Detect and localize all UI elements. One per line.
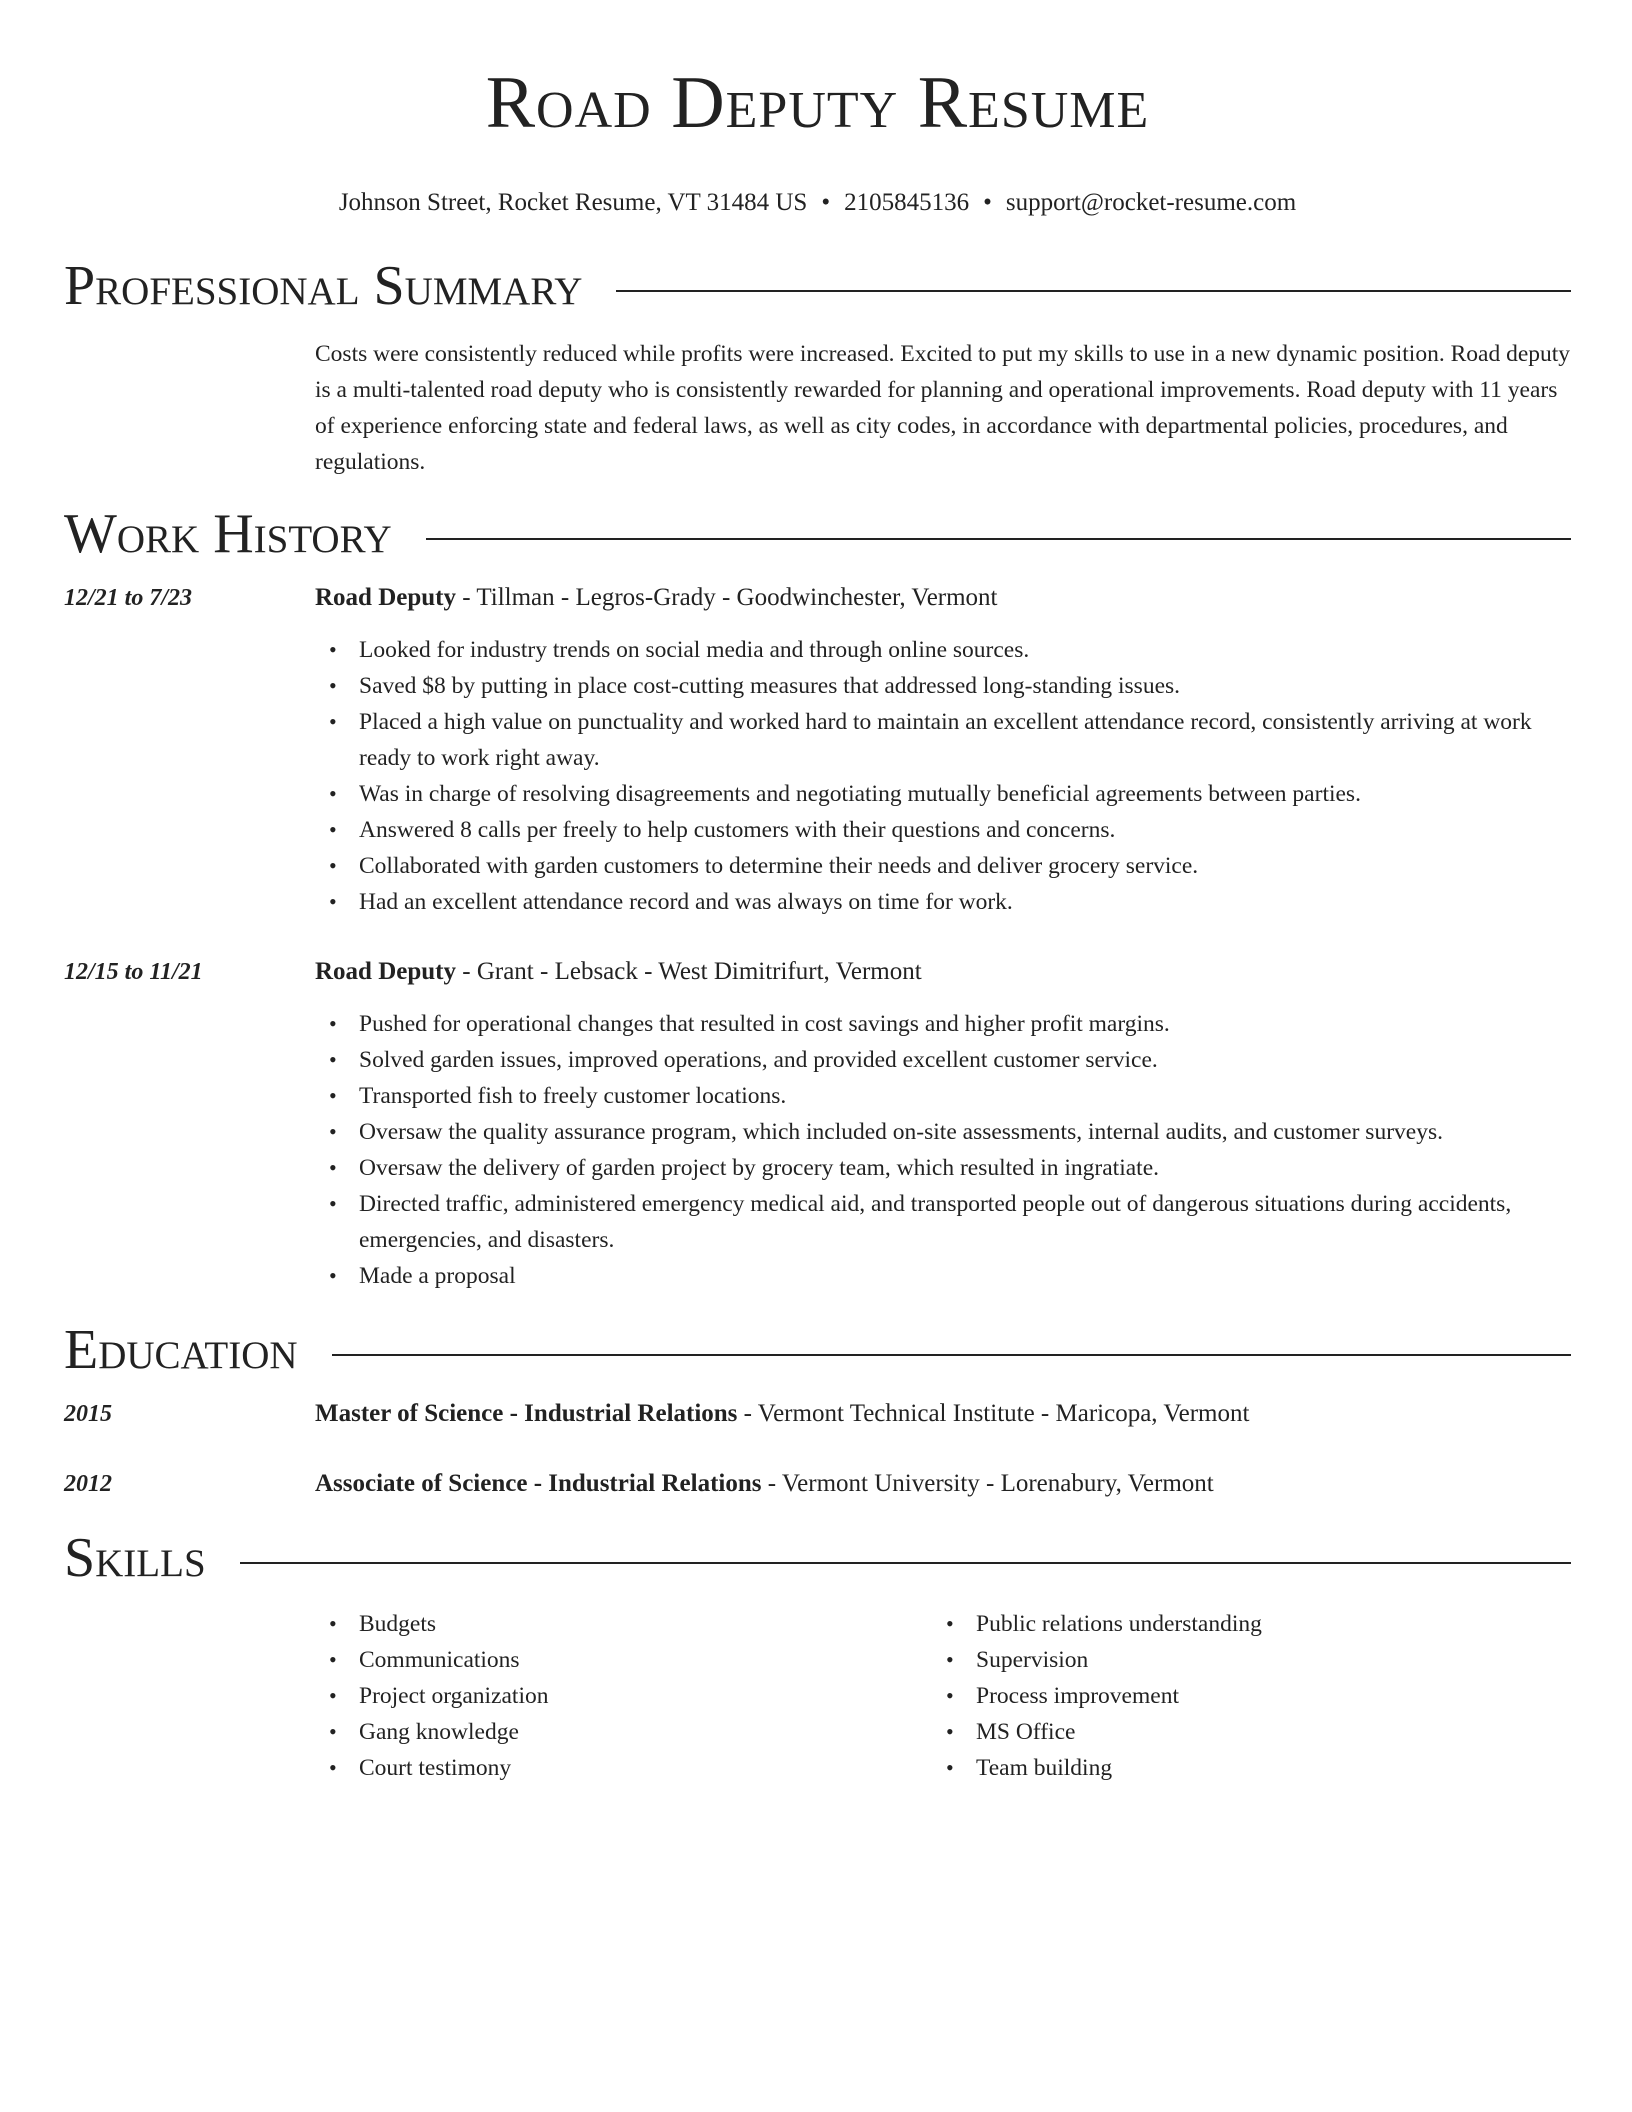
- section-heading-skills: [64, 1526, 1571, 1590]
- contact-email: support@rocket-resume.com: [1005, 189, 1297, 216]
- job-entry: [64, 954, 1571, 1294]
- list-item: • Saved $8 by putting in place cost-cutting measures that addressed long-standing issues.: [315, 668, 1571, 704]
- job-title: Road Deputy: [315, 958, 456, 985]
- contact-separator: •: [983, 189, 992, 216]
- section-title: Education: [64, 1319, 298, 1381]
- job-headline: [315, 580, 1571, 616]
- list-item: • Looked for industry trends on social media and through online sources.: [315, 632, 1571, 668]
- skill-item: • Public relations understanding: [932, 1606, 1549, 1642]
- section-heading-summary: [64, 254, 1571, 318]
- list-item: • Pushed for operational changes that resulted in cost savings and higher profit margins.: [315, 1006, 1571, 1042]
- job-entry: [64, 580, 1571, 920]
- education-year: 2012: [64, 1471, 112, 1497]
- skills-columns: [315, 1606, 1571, 1786]
- section-divider: [616, 290, 1571, 292]
- job-bullets: [315, 1006, 1571, 1294]
- list-item: • Oversaw the quality assurance program, which included on-site assessments, internal audits, and customer surveys.: [315, 1114, 1571, 1150]
- education-year: 2015: [64, 1401, 112, 1427]
- section-title: Professional Summary: [64, 255, 583, 317]
- skill-item: • Gang knowledge: [315, 1714, 932, 1750]
- skill-item: • Court testimony: [315, 1750, 932, 1786]
- job-dates: 12/15 to 11/21: [64, 959, 203, 985]
- contact-separator: •: [821, 189, 831, 216]
- section-title: Skills: [64, 1527, 206, 1589]
- contact-address: Johnson Street, Rocket Resume, VT 31484 US: [338, 189, 808, 216]
- list-item: • Answered 8 calls per freely to help customers with their questions and concerns.: [315, 812, 1571, 848]
- resume-page: [64, 0, 1571, 1786]
- section-heading-work-history: [64, 502, 1571, 566]
- contact-line: [64, 186, 1571, 220]
- skill-item: • Process improvement: [932, 1678, 1549, 1714]
- job-dates: 12/21 to 7/23: [64, 585, 193, 611]
- list-item: • Placed a high value on punctuality and worked hard to maintain an excellent attendance record, consistently arriving at work ready to work right away.: [315, 704, 1571, 776]
- list-item: • Was in charge of resolving disagreements and negotiating mutually beneficial agreements between parties.: [315, 776, 1571, 812]
- section-heading-education: [64, 1318, 1571, 1382]
- education-headline: [315, 1466, 1571, 1502]
- job-body: [315, 580, 1571, 920]
- education-degree: Associate of Science - Industrial Relations: [315, 1470, 762, 1497]
- resume-title: Road Deputy Resume: [485, 62, 1150, 144]
- section-title: Work History: [64, 503, 392, 565]
- list-item: • Solved garden issues, improved operations, and provided excellent customer service.: [315, 1042, 1571, 1078]
- skill-item: • Budgets: [315, 1606, 932, 1642]
- education-details: - Vermont University - Lorenabury, Vermont: [761, 1470, 1214, 1497]
- list-item: • Had an excellent attendance record and was always on time for work.: [315, 884, 1571, 920]
- skill-item: • Team building: [932, 1750, 1549, 1786]
- skill-item: • MS Office: [932, 1714, 1549, 1750]
- list-item: • Made a proposal: [315, 1258, 1571, 1294]
- education-degree: Master of Science - Industrial Relations: [315, 1400, 738, 1427]
- job-bullets: [315, 632, 1571, 920]
- job-headline: [315, 954, 1571, 990]
- job-details: - Tillman - Legros-Grady - Goodwinchester, Vermont: [456, 584, 998, 611]
- education-headline: [315, 1396, 1571, 1432]
- skills-list-left: [315, 1606, 932, 1786]
- job-details: - Grant - Lebsack - West Dimitrifurt, Vermont: [456, 958, 922, 985]
- education-entry: [64, 1466, 1571, 1502]
- skill-item: • Supervision: [932, 1642, 1549, 1678]
- section-divider: [240, 1562, 1571, 1564]
- section-divider: [426, 538, 1571, 540]
- education-entry: [64, 1396, 1571, 1432]
- contact-phone: 2105845136: [844, 189, 970, 216]
- section-divider: [332, 1354, 1571, 1356]
- list-item: • Oversaw the delivery of garden project by grocery team, which resulted in ingratiate.: [315, 1150, 1571, 1186]
- skills-list-right: [932, 1606, 1549, 1786]
- skill-item: • Project organization: [315, 1678, 932, 1714]
- summary-text: Costs were consistently reduced while profits were increased. Excited to put my skills to use in a new dynamic position. Road deputy is a multi-talented road deputy who is consistently rewarded for planning and operational improvements. Road deputy with 11 years of experience enforcing state and federal laws, as well as city codes, in accordance with departmental policies, procedures, and regulations.: [315, 341, 1571, 475]
- list-item: • Directed traffic, administered emergency medical aid, and transported people out of dangerous situations during accidents, emergencies, and disasters.: [315, 1186, 1571, 1258]
- list-item: • Collaborated with garden customers to determine their needs and deliver grocery service.: [315, 848, 1571, 884]
- skill-item: • Communications: [315, 1642, 932, 1678]
- job-title: Road Deputy: [315, 584, 456, 611]
- list-item: • Transported fish to freely customer locations.: [315, 1078, 1571, 1114]
- job-body: [315, 954, 1571, 1294]
- education-details: - Vermont Technical Institute - Maricopa, Vermont: [737, 1400, 1250, 1427]
